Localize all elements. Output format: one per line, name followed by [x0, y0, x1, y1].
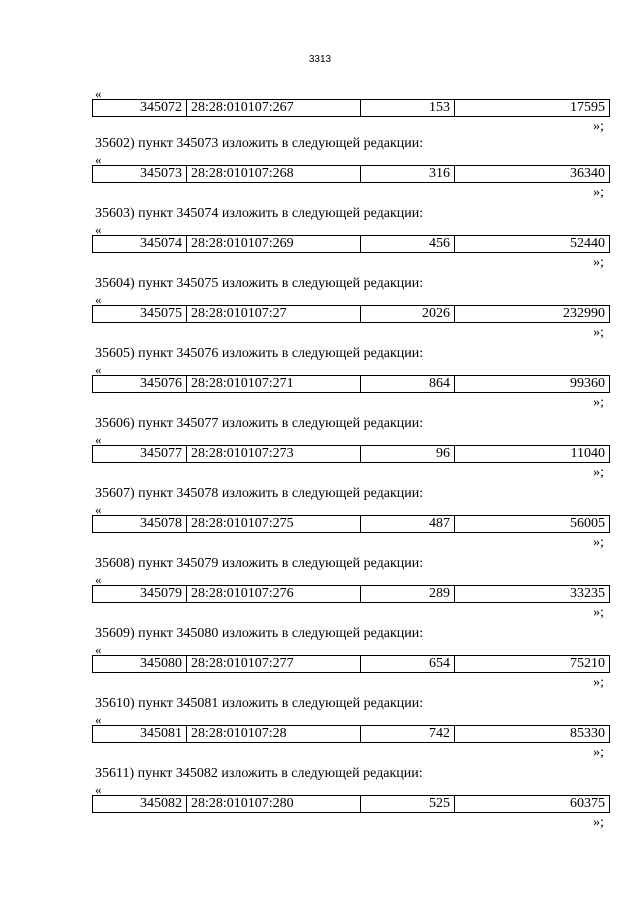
value-cell: 33235 — [455, 586, 610, 603]
amendment-block — [0, 276, 640, 346]
open-quote: « — [95, 572, 102, 587]
area-cell: 289 — [361, 586, 455, 603]
table-row — [92, 655, 610, 673]
area-cell: 96 — [361, 446, 455, 463]
value-cell: 36340 — [455, 166, 610, 183]
row-number-cell: 345077 — [93, 446, 187, 463]
open-quote: « — [95, 222, 102, 237]
close-quote: »; — [593, 395, 604, 410]
row-number-cell: 345074 — [93, 236, 187, 253]
amendment-block — [0, 766, 640, 836]
close-quote: »; — [593, 325, 604, 340]
amendment-heading: 35604) пункт 345075 изложить в следующей редакции: — [95, 276, 424, 291]
table-row — [92, 795, 610, 813]
amendment-heading: 35607) пункт 345078 изложить в следующей редакции: — [95, 486, 424, 501]
area-cell: 456 — [361, 236, 455, 253]
area-cell: 654 — [361, 656, 455, 673]
area-cell: 487 — [361, 516, 455, 533]
open-quote: « — [95, 642, 102, 657]
cadastral-number-cell: 28:28:010107:273 — [187, 446, 361, 463]
open-quote: « — [95, 712, 102, 727]
amendment-block — [0, 486, 640, 556]
amendment-block — [0, 136, 640, 206]
cadastral-number-cell: 28:28:010107:268 — [187, 166, 361, 183]
row-number-cell: 345081 — [93, 726, 187, 743]
close-quote: »; — [593, 745, 604, 760]
area-cell: 864 — [361, 376, 455, 393]
amendment-block — [0, 70, 640, 140]
area-cell: 316 — [361, 166, 455, 183]
amendment-block — [0, 416, 640, 486]
amendment-heading: 35606) пункт 345077 изложить в следующей редакции: — [95, 416, 424, 431]
amendment-heading: 35609) пункт 345080 изложить в следующей редакции: — [95, 626, 424, 641]
value-cell: 56005 — [455, 516, 610, 533]
amendment-heading: 35603) пункт 345074 изложить в следующей редакции: — [95, 206, 424, 221]
close-quote: »; — [593, 675, 604, 690]
cadastral-number-cell: 28:28:010107:27 — [187, 306, 361, 323]
value-cell: 17595 — [455, 100, 610, 117]
page-number: 3313 — [308, 54, 332, 65]
open-quote: « — [95, 432, 102, 447]
value-cell: 60375 — [455, 796, 610, 813]
value-cell: 11040 — [455, 446, 610, 463]
amendment-block — [0, 626, 640, 696]
area-cell: 742 — [361, 726, 455, 743]
open-quote: « — [95, 782, 102, 797]
cadastral-number-cell: 28:28:010107:280 — [187, 796, 361, 813]
amendment-heading: 35608) пункт 345079 изложить в следующей редакции: — [95, 556, 424, 571]
value-cell: 99360 — [455, 376, 610, 393]
row-number-cell: 345072 — [93, 100, 187, 117]
amendment-block — [0, 346, 640, 416]
close-quote: »; — [593, 535, 604, 550]
amendment-heading: 35605) пункт 345076 изложить в следующей редакции: — [95, 346, 424, 361]
row-number-cell: 345079 — [93, 586, 187, 603]
area-cell: 525 — [361, 796, 455, 813]
row-number-cell: 345082 — [93, 796, 187, 813]
value-cell: 85330 — [455, 726, 610, 743]
cadastral-number-cell: 28:28:010107:267 — [187, 100, 361, 117]
row-number-cell: 345080 — [93, 656, 187, 673]
table-row — [92, 305, 610, 323]
row-number-cell: 345078 — [93, 516, 187, 533]
row-number-cell: 345073 — [93, 166, 187, 183]
row-number-cell: 345076 — [93, 376, 187, 393]
area-cell: 2026 — [361, 306, 455, 323]
table-row — [92, 515, 610, 533]
table-row — [92, 445, 610, 463]
value-cell: 75210 — [455, 656, 610, 673]
value-cell: 232990 — [455, 306, 610, 323]
table-row — [92, 375, 610, 393]
amendment-heading: 35610) пункт 345081 изложить в следующей редакции: — [95, 696, 424, 711]
cadastral-number-cell: 28:28:010107:269 — [187, 236, 361, 253]
table-row — [92, 585, 610, 603]
amendment-block — [0, 696, 640, 766]
close-quote: »; — [593, 465, 604, 480]
open-quote: « — [95, 86, 102, 101]
amendment-block — [0, 556, 640, 626]
close-quote: »; — [593, 605, 604, 620]
table-row — [92, 235, 610, 253]
close-quote: »; — [593, 815, 604, 830]
open-quote: « — [95, 152, 102, 167]
cadastral-number-cell: 28:28:010107:275 — [187, 516, 361, 533]
value-cell: 52440 — [455, 236, 610, 253]
amendment-block — [0, 206, 640, 276]
amendment-heading: 35602) пункт 345073 изложить в следующей редакции: — [95, 136, 424, 151]
open-quote: « — [95, 292, 102, 307]
cadastral-number-cell: 28:28:010107:276 — [187, 586, 361, 603]
area-cell: 153 — [361, 100, 455, 117]
table-row — [92, 725, 610, 743]
open-quote: « — [95, 502, 102, 517]
cadastral-number-cell: 28:28:010107:271 — [187, 376, 361, 393]
close-quote: »; — [593, 255, 604, 270]
close-quote: »; — [593, 119, 604, 134]
cadastral-number-cell: 28:28:010107:28 — [187, 726, 361, 743]
amendment-heading: 35611) пункт 345082 изложить в следующей редакции: — [95, 766, 423, 781]
close-quote: »; — [593, 185, 604, 200]
table-row — [92, 99, 610, 117]
open-quote: « — [95, 362, 102, 377]
table-row — [92, 165, 610, 183]
row-number-cell: 345075 — [93, 306, 187, 323]
cadastral-number-cell: 28:28:010107:277 — [187, 656, 361, 673]
